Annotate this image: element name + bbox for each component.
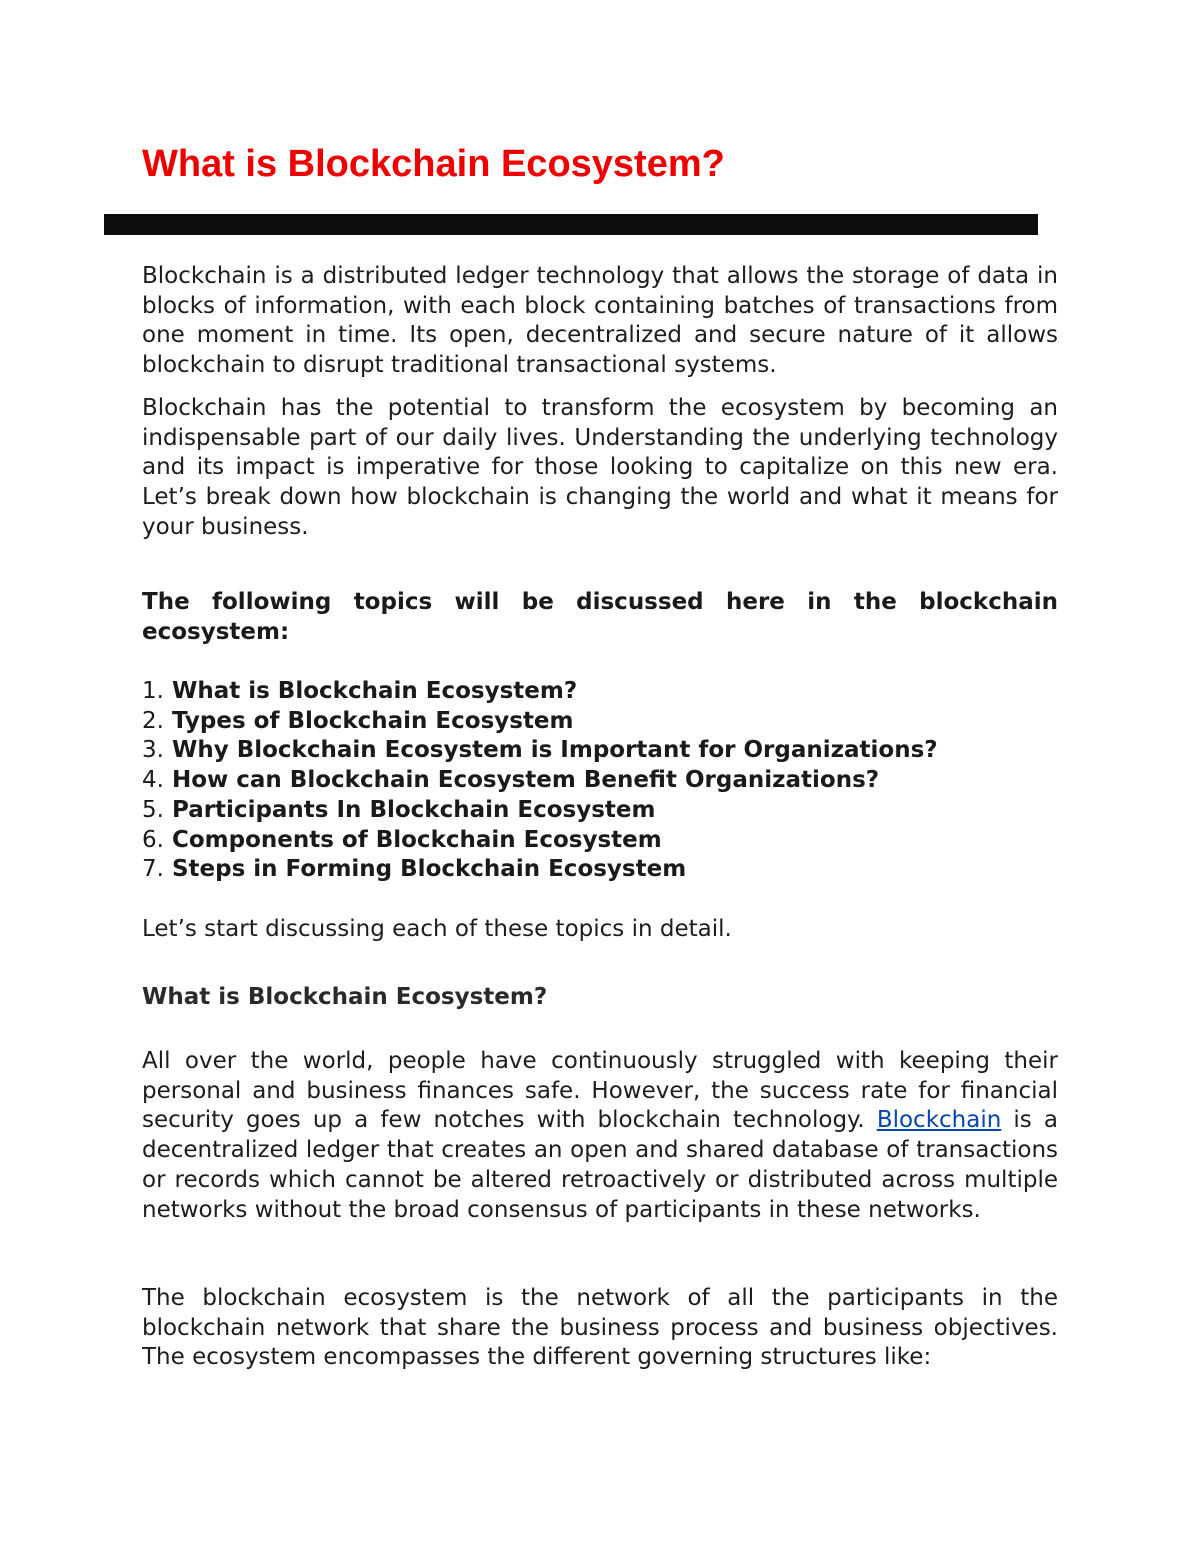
topics-list-block [142,677,1058,885]
list-item [142,736,1058,766]
list-item-number: 7. [142,856,164,883]
section-paragraph-2: The blockchain ecosystem is the network of all the participants in the blockchain network that share the business process and business objectives. The ecosystem encompasses the different governing structures like: [142,1285,1058,1371]
section-heading-block [142,982,1058,1012]
section-paragraph-1-block [142,1047,1058,1225]
intro-block [142,262,1058,542]
list-item-label: Participants In Blockchain Ecosystem [171,796,656,823]
intro-paragraph-1: Blockchain is a distributed ledger technology that allows the storage of data in blocks of information, with each block containing batches of transactions from one moment in time. Its open, decentralized and secure nature of it allows blockchain to disrupt traditional transactional systems. [142,263,1058,379]
section-heading: What is Blockchain Ecosystem? [142,984,548,1010]
list-item-number: 5. [142,796,164,823]
title-divider [104,214,1038,235]
list-item [142,677,1058,707]
list-item-label: Why Blockchain Ecosystem is Important for Organizations? [171,737,938,764]
topic-list [142,677,1058,885]
blockchain-link[interactable]: Blockchain [876,1107,1002,1134]
list-item [142,855,1058,885]
list-item-number: 1. [142,678,164,704]
list-item-label: Types of Blockchain Ecosystem [171,707,574,734]
list-item-number: 4. [142,767,164,794]
intro-paragraph-2: Blockchain has the potential to transform the ecosystem by becoming an indispensable part of our daily lives. Understanding the underlying technology and its impact is imperative for those looking to capitalize on this new era. Let’s break down how blockchain is changing the world and what it means for your business. [142,394,1058,540]
list-item-number: 3. [142,737,164,764]
list-item-label: Components of Blockchain Ecosystem [171,826,662,853]
list-item-label: How can Blockchain Ecosystem Benefit Organizations? [171,767,880,794]
topics-block [142,588,1058,647]
list-item [142,766,1058,796]
section-paragraph-2-block [142,1284,1058,1373]
list-item [142,796,1058,826]
start-block [142,915,1058,945]
list-item-number: 6. [142,826,164,853]
paragraph-text: is a decentralized ledger that creates an open and shared database of transactions or records which cannot be altered retroactively or distributed across multiple networks without the broad consensus of participants in these networks. [142,1107,1058,1223]
list-item [142,826,1058,856]
start-text: Let’s start discussing each of these topics in detail. [142,916,732,942]
list-item-label: Steps in Forming Blockchain Ecosystem [171,856,687,883]
list-item [142,707,1058,737]
page-title: What is Blockchain Ecosystem? [142,143,725,185]
list-item-label: What is Blockchain Ecosystem? [171,678,578,704]
section-paragraph-1 [142,1047,1058,1225]
topics-intro: The following topics will be discussed here in the blockchain ecosystem: [142,589,1058,645]
paragraph-text: All over the world, people have continuously struggled with keeping their personal and business finances safe. However, the success rate for financial security goes up a few notches with blockchain technology. [142,1048,1058,1134]
list-item-number: 2. [142,707,164,734]
